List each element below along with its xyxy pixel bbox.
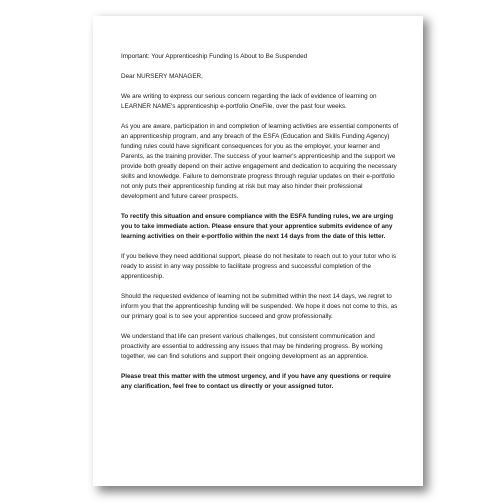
paragraph-communication: We understand that life can present various challenges, but consistent communication and proactivity are essential to addressing any issues that may be hindering progress. By working together, we can find solutions and support their ongoing development as an apprentice. xyxy=(121,333,383,360)
paragraph-action-required: To rectify this situation and ensure compliance with the ESFA funding rules, we are urging you to take immediate action. Please ensure that your apprentice submits evidence of any learning activities on their e-portfolio within the next 14 days from the date of this letter. xyxy=(121,213,394,240)
letter-page xyxy=(93,16,423,486)
paragraph-suspension-warning: Should the requested evidence of learning not be submitted within the next 14 days, we regret to inform you that the apprenticeship funding will be suspended. We hope it does not come to this, as our primary goal is to see your apprentice succeed and grow professionally. xyxy=(121,293,398,320)
paragraph-additional-support: If you believe they need additional support, please do not hesitate to reach out to your tutor who is ready to assist in any way possible to facilitate progress and successful completion of the apprenticeship. xyxy=(121,253,397,280)
letter-salutation: Dear NURSERY MANAGER, xyxy=(121,73,203,80)
paragraph-funding-concern: We are writing to express our serious concern regarding the lack of evidence of learning on LEARNER NAME's apprenticeship e-portfolio OneFile, over the past four weeks. xyxy=(121,93,377,110)
paragraph-esfa-rules: As you are aware, participation in and completion of learning activities are essential components of an apprenticeship program, and any breach of the ESFA (Education and Skills Funding Agency) funding rules could have significant consequences for you as the employer, your learner and Parents, as the training provider. The success of your learner's apprenticeship and the support we provide both greatly depend on their active engagement and dedication to acquiring the necessary skills and knowledge. Failure to demonstrate progress through regular updates on their e-portfolio not only puts their apprenticeship funding at risk but may also hinder their professional development and future career prospects. xyxy=(121,123,399,200)
paragraph-urgency: Please treat this matter with the utmost urgency, and if you have any questions or require any clarification, feel free to contact us directly or your assigned tutor. xyxy=(121,373,391,390)
letter-subject: Important: Your Apprenticeship Funding Is About to Be Suspended xyxy=(121,53,308,60)
